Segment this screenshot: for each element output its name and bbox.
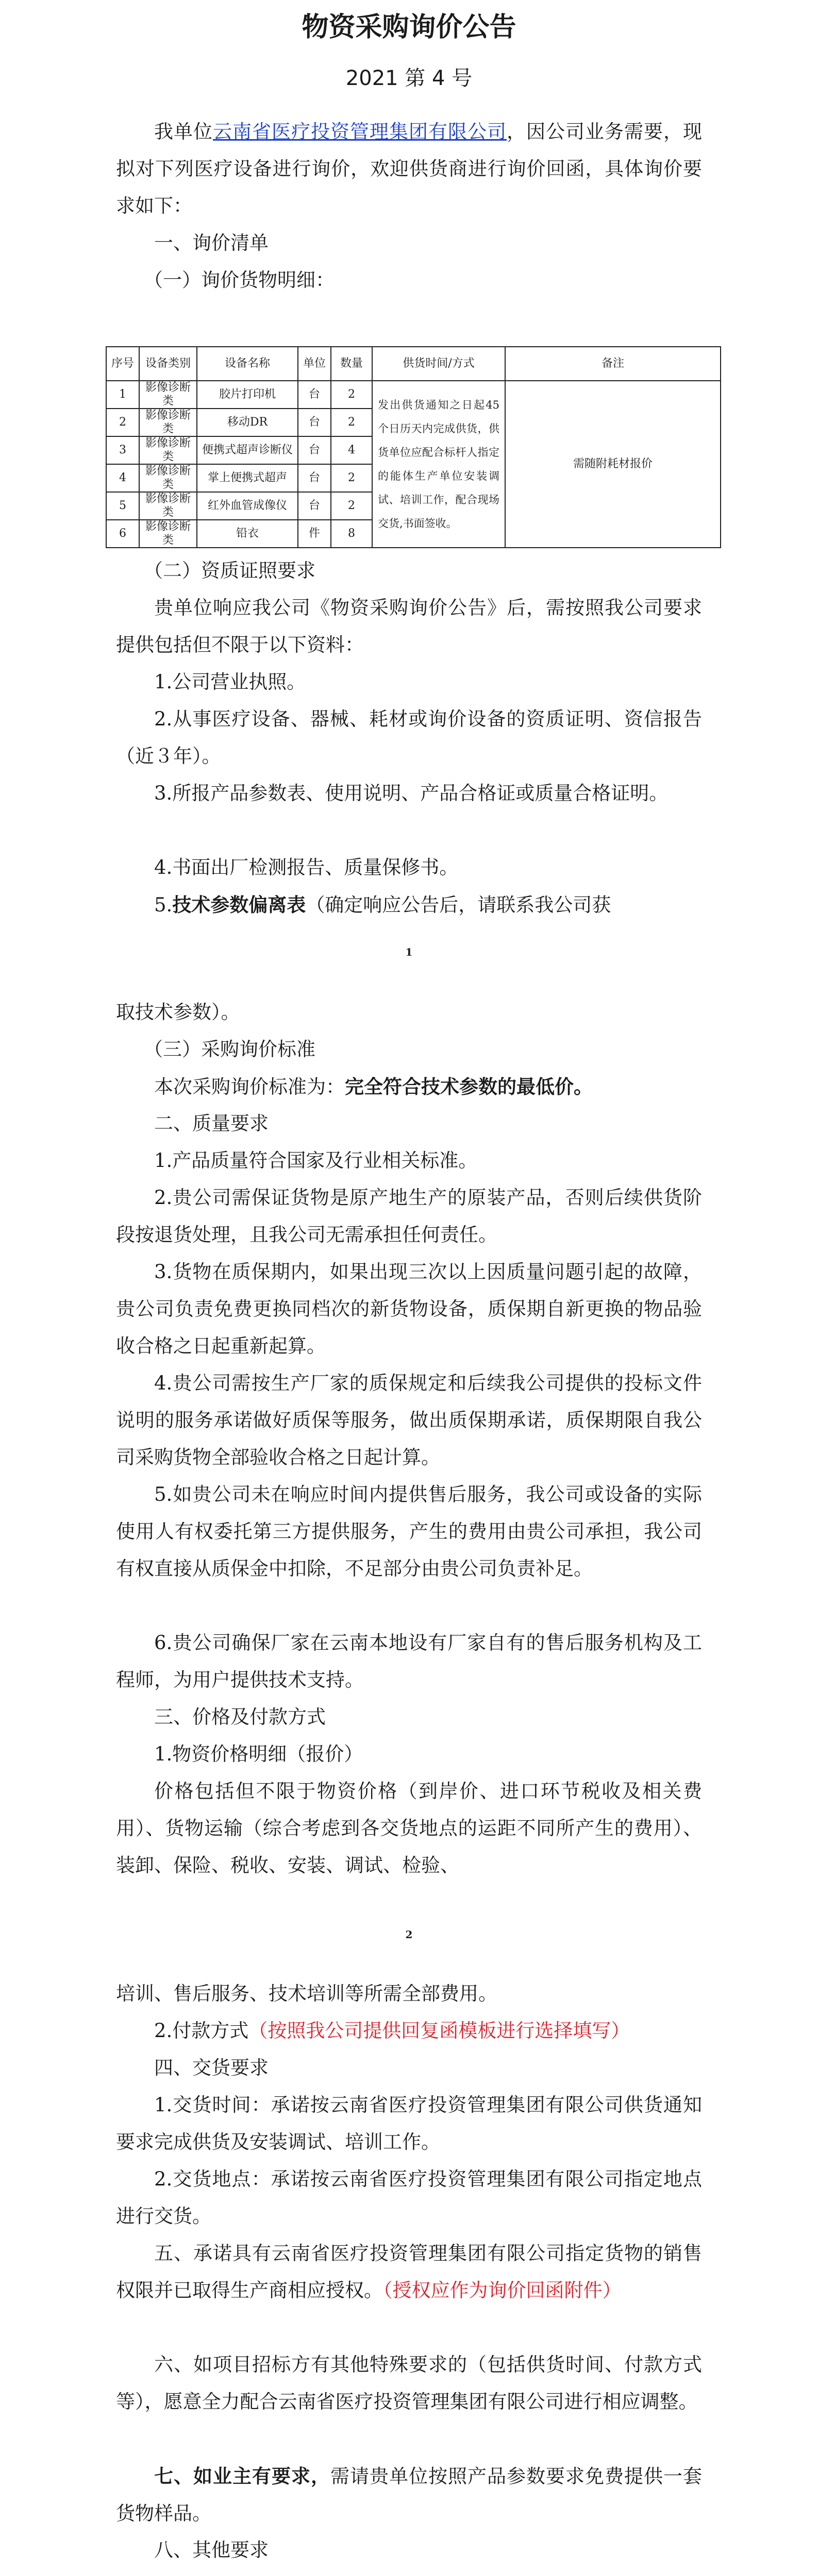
cell-unit: 台 — [298, 464, 331, 492]
other-requirements — [116, 2569, 702, 2576]
cell-unit: 件 — [298, 520, 331, 548]
page-1 — [0, 0, 818, 981]
intro-text-a: 我单位 — [154, 121, 213, 143]
price-item-1-cont: 培训、售后服务、技术培训等所需全部费用。 — [116, 1982, 497, 2005]
header-unit: 单位 — [298, 347, 331, 381]
cell-quantity: 8 — [331, 520, 372, 548]
qualification-item-1: 1.公司营业执照。 — [154, 671, 306, 693]
page-2 — [0, 981, 818, 1963]
cell-index: 3 — [106, 436, 139, 464]
cell-unit: 台 — [298, 436, 331, 464]
item-5-number: 5. — [154, 894, 173, 916]
section-6-number: 六、 — [154, 2353, 193, 2376]
document-number: 2021 第 4 号 — [345, 66, 473, 90]
cell-name: 铅衣 — [197, 520, 298, 548]
cell-index: 1 — [106, 381, 139, 409]
section-1-heading: 一、询价清单 — [154, 232, 269, 254]
section-1-sub-2: （二）资质证照要求 — [144, 560, 315, 582]
cell-category: 影像诊断类 — [139, 436, 197, 464]
qualification-item-2: 2.从事医疗设备、器械、耗材或询价设备的资质证明、资信报告（近３年）。 — [116, 708, 702, 767]
cell-unit: 台 — [298, 381, 331, 409]
section-5-text: 五、承诺具有云南省医疗投资管理集团有限公司指定货物的销售权限并已取得生产商相应授权。 — [116, 2242, 702, 2301]
section-4-heading: 四、交货要求 — [154, 2057, 269, 2079]
cell-quantity: 2 — [331, 381, 372, 409]
cell-unit: 台 — [298, 409, 331, 436]
section-5 — [116, 2235, 702, 2309]
quality-item-2: 2.贵公司需保证货物是原产地生产的原装产品，否则后续供货阶段按退货处理，且我公司无需承担任何责任。 — [116, 1187, 702, 1246]
intro-text-b: ，因公司业务需要，现拟对下列医疗设备进行询价，欢迎供货商进行询价回函，具体询价要求如下： — [116, 121, 702, 217]
quality-item-6: 6.贵公司确保厂家在云南本地设有厂家自有的售后服务机构及工程师，为用户提供技术支持。 — [116, 1632, 702, 1691]
intro-paragraph — [116, 113, 702, 225]
intro-company-link[interactable]: 云南省医疗投资管理集团有限公司 — [213, 121, 507, 143]
section-7-bold: 七、如业主有要求， — [154, 2465, 330, 2487]
payment-label: 2.付款方式 — [154, 2020, 249, 2042]
header-remark: 备注 — [505, 347, 721, 381]
qualification-item-4: 4.书面出厂检测报告、质量保修书。 — [154, 856, 459, 878]
table-header-row — [106, 347, 721, 381]
cell-name: 移动DR — [197, 409, 298, 436]
quality-item-5: 5.如贵公司未在响应时间内提供售后服务，我公司或设备的实际使用人有权委托第三方提供服务，产生的费用由贵公司承担，我公司有权直接从质保金中扣除，不足部分由贵公司负责补足。 — [116, 1483, 702, 1580]
standard-label: 本次采购询价标准为： — [154, 1076, 345, 1098]
header-index: 序号 — [106, 347, 139, 381]
item-5-rest: （确定响应公告后，请联系我公司获 — [306, 894, 611, 916]
section-3-heading: 三、价格及付款方式 — [154, 1706, 326, 1728]
section-1-sub-1: （一）询价货物明细： — [144, 269, 335, 291]
inquiry-goods-table — [106, 346, 721, 548]
qualification-item-5 — [154, 886, 611, 924]
qualification-item-5-cont: 取技术参数）。 — [116, 1001, 240, 1023]
cell-remark: 需随附耗材报价 — [505, 381, 721, 548]
table-row — [106, 381, 721, 409]
cell-quantity: 4 — [331, 436, 372, 464]
quality-item-3: 3.货物在质保期内，如果出现三次以上因质量问题引起的故障，贵公司负责免费更换同档次的新货物设备，质保期自新更换的物品验收合格之日起重新起算。 — [116, 1261, 702, 1357]
quality-item-4: 4.贵公司需按生产厂家的质保规定和后续我公司提供的投标文件说明的服务承诺做好质保等服务，做出质保期承诺，质保期限自我公司采购货物全部验收合格之日起计算。 — [116, 1372, 702, 1468]
price-item-2 — [154, 2012, 630, 2049]
cell-delivery-note: 发出供货通知之日起45个日历天内完成供货，供货单位应配合标杆人指定的能体生产单位安装调试、培训工作，配合现场交货,书面签收。 — [372, 381, 505, 548]
payment-note: （按照我公司提供回复函模板进行选择填写） — [248, 2020, 630, 2042]
price-item-1-description: 价格包括但不限于物资价格（到岸价、进口环节税收及相关费用）、货物运输（综合考虑到各交货地点的运距不同所产生的费用）、装卸、保险、税收、安装、调试、检验、 — [116, 1780, 702, 1876]
header-quantity: 数量 — [331, 347, 372, 381]
section-8-heading: 八、其他要求 — [154, 2539, 269, 2561]
cell-quantity: 2 — [331, 464, 372, 492]
inquiry-standard — [154, 1068, 593, 1106]
cell-quantity: 2 — [331, 409, 372, 436]
cell-index: 6 — [106, 520, 139, 548]
cell-category: 影像诊断类 — [139, 464, 197, 492]
cell-index: 4 — [106, 464, 139, 492]
cell-category: 影像诊断类 — [139, 381, 197, 409]
price-item-1: 1.物资价格明细（报价） — [154, 1743, 363, 1765]
cell-index: 5 — [106, 492, 139, 520]
section-7-text: 需请贵单位按照产品参数要求免费提供一套货物样品。 — [116, 2465, 702, 2524]
page-number-1: 1 — [405, 946, 413, 958]
section-2-heading: 二、质量要求 — [154, 1112, 269, 1134]
delivery-item-2: 2.交货地点：承诺按云南省医疗投资管理集团有限公司指定地点进行交货。 — [116, 2168, 702, 2227]
delivery-item-1: 1.交货时间：承诺按云南省医疗投资管理集团有限公司供货通知要求完成供货及安装调试、培训工作。 — [116, 2094, 702, 2153]
section-7 — [116, 2458, 702, 2532]
cell-name: 便携式超声诊断仪 — [197, 436, 298, 464]
page-title: 物资采购询价公告 — [302, 12, 516, 43]
standard-value: 完全符合技术参数的最低价。 — [345, 1075, 593, 1098]
cell-unit: 台 — [298, 492, 331, 520]
header-delivery: 供货时间/方式 — [372, 347, 505, 381]
cell-quantity: 2 — [331, 492, 372, 520]
quality-item-1: 1.产品质量符合国家及行业相关标准。 — [154, 1149, 478, 1172]
cell-category: 影像诊断类 — [139, 520, 197, 548]
page-number-2: 2 — [405, 1928, 413, 1941]
section-1-sub-3: （三）采购询价标准 — [144, 1038, 315, 1060]
cell-category: 影像诊断类 — [139, 492, 197, 520]
cell-name: 胶片打印机 — [197, 381, 298, 409]
item-5-bold: 技术参数偏离表 — [172, 893, 306, 916]
qualification-item-3: 3.所报产品参数表、使用说明、产品合格证或质量合格证明。 — [154, 782, 669, 804]
page-3 — [0, 1963, 818, 2576]
section-5-note: （授权应作为询价回函附件） — [383, 2279, 622, 2301]
header-name: 设备名称 — [197, 347, 298, 381]
cell-index: 2 — [106, 409, 139, 436]
section-6 — [116, 2346, 702, 2420]
cell-name: 掌上便携式超声 — [197, 464, 298, 492]
header-category: 设备类别 — [139, 347, 197, 381]
cell-name: 红外血管成像仪 — [197, 492, 298, 520]
qualification-intro: 贵单位响应我公司《物资采购询价公告》后，需按照我公司要求提供包括但不限于以下资料： — [116, 597, 702, 656]
cell-category: 影像诊断类 — [139, 409, 197, 436]
section-6-text: 如项目招标方有其他特殊要求的（包括供货时间、付款方式等），愿意全力配合云南省医疗投资管理集团有限公司进行相应调整。 — [116, 2353, 702, 2413]
